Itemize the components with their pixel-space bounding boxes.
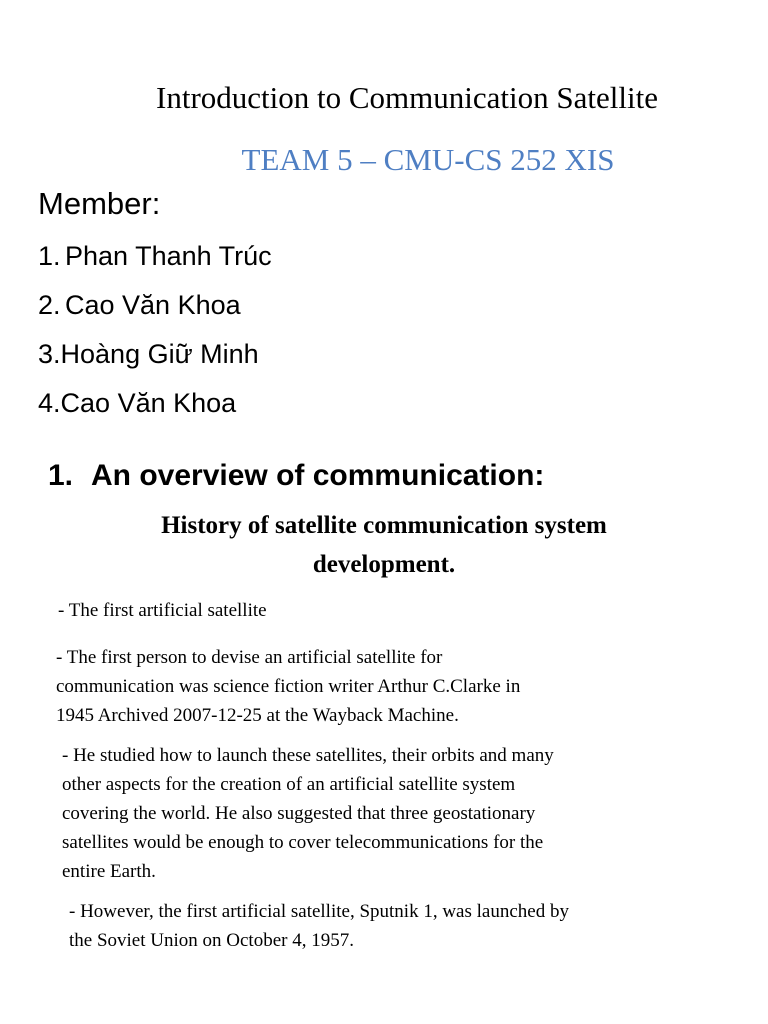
paragraph-line: satellites would be enough to cover telecommunications for the bbox=[62, 832, 544, 853]
member-number: 2. bbox=[38, 290, 61, 320]
paragraph-line: - However, the first artificial satellite, Sputnik 1, was launched by bbox=[69, 901, 569, 922]
section-subheading: History of satellite communication system development. bbox=[161, 512, 607, 578]
paragraph-line: entire Earth. bbox=[62, 861, 156, 882]
document-title: Introduction to Communication Satellite bbox=[156, 80, 658, 115]
paragraph bbox=[69, 897, 569, 955]
paragraph-line: - He studied how to launch these satellites, their orbits and many bbox=[62, 745, 554, 766]
paragraph-line: - The first person to devise an artificial satellite for bbox=[56, 647, 443, 668]
paragraph-line: other aspects for the creation of an artificial satellite system bbox=[62, 774, 516, 795]
paragraph bbox=[56, 643, 520, 730]
member-name: Hoàng Giữ Minh bbox=[60, 339, 259, 369]
member-number: 4. bbox=[38, 388, 61, 418]
section-number: 1. bbox=[48, 459, 74, 492]
member-item bbox=[38, 386, 236, 420]
member-number: 1. bbox=[38, 241, 61, 271]
team-name: TEAM 5 – CMU-CS 252 XIS bbox=[241, 142, 615, 177]
member-item bbox=[38, 337, 259, 371]
member-name: Cao Văn Khoa bbox=[65, 290, 241, 320]
paragraph bbox=[62, 741, 554, 886]
member-name: Cao Văn Khoa bbox=[60, 388, 237, 418]
paragraph-line: covering the world. He also suggested that three geostationary bbox=[62, 803, 536, 824]
paragraph-line: communication was science fiction writer Arthur C.Clarke in bbox=[56, 676, 521, 697]
member-name: Phan Thanh Trúc bbox=[65, 241, 272, 271]
paragraph bbox=[58, 596, 267, 625]
member-item bbox=[38, 239, 272, 273]
members-heading: Member: bbox=[38, 186, 161, 221]
member-item bbox=[38, 288, 241, 322]
paragraph-line: 1945 Archived 2007-12-25 at the Wayback Machine. bbox=[56, 705, 459, 726]
member-number: 3. bbox=[38, 339, 61, 369]
section-heading bbox=[48, 456, 544, 496]
section-title: An overview of communication: bbox=[91, 459, 545, 492]
paragraph-line: the Soviet Union on October 4, 1957. bbox=[69, 930, 354, 951]
paragraph-line: - The first artificial satellite bbox=[58, 600, 267, 621]
